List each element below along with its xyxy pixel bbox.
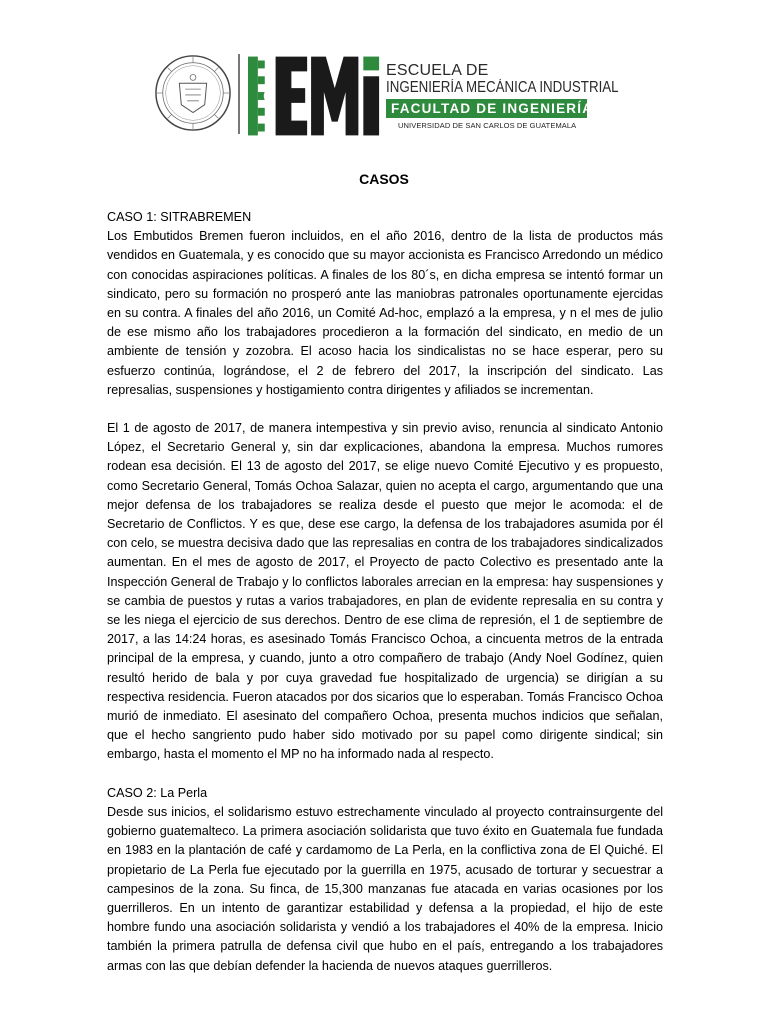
case2-heading: CASO 2: La Perla (107, 785, 208, 800)
university-name: UNIVERSIDAD DE SAN CARLOS DE GUATEMALA (398, 121, 577, 130)
case1-paragraph2: El 1 de agosto de 2017, de manera intempestiva y sin previo aviso, renuncia al sindicato Antonio López, el Secretario General y, sin dar explicaciones, abandona la empresa. Muchos rumores rodean esa decisión. El 13 de agosto del 2017, se elige nuevo Comité Ejecutivo y es propuesto, como Secretario General, Tomás Ochoa Salazar, quien no acepta el cargo, argumentando que una mejor defensa de los trabajadores se realiza desde el puesto que mejor le acomoda: el de Secretario de Conflictos. Y es que, dese ese cargo, la defensa de los trabajadores asumida por él con celo, se muestra decisiva dado que las represalias en contra de los trabajadores sindicalizados aumentan. En el mes de agosto de 2017, el Proyecto de pacto Colectivo es presentado ante la Inspección General de Trabajo y lo conflictos laborales arrecian en la empresa: hay suspensiones y se cambia de puestos y rutas a varios trabajadores, en plan de evidente represalia en su contra y se les niega el ejercicio de sus derechos. Dentro de ese clima de represión, el 1 de septiembre de 2017, a las 14:24 horas, es asesinado Tomás Francisco Ochoa, a cincuenta metros de la entrada principal de la empresa, y cuando, junto a otro compañero de trabajo (Andy Noel Godínez, quien resultó herido de bala y por cuya gravedad fue hospitalizado de urgencia) se dirigían a su respectiva residencia. Fueron atacados por dos sicarios que lo esperaban. Tomás Francisco Ochoa murió de inmediato. El asesinato del compañero Ochoa, presenta muchos indicios que señalan, que el hecho sangriento pudo haber sido motivado por su papel como dirigente sindical; sin embargo, hasta el momento el MP no ha informado nada al respecto. (107, 421, 663, 762)
faculty-band: FACULTAD DE INGENIERÍA (386, 99, 587, 118)
document-body (107, 208, 663, 976)
case2-paragraph1: Desde sus inicios, el solidarismo estuvo estrechamente vinculado al proyecto contrainsurgente del gobierno guatemalteco. La primera asociación solidarista que tuvo éxito en Guatemala fue fundada en 1983 en la plantación de café y cardamomo de La Perla, en la conflictiva zona de El Quiché. El propietario de La Perla fue ejecutado por la guerrilla en 1975, acusado de torturar y secuestrar a campesinos de la zona. Su finca, de 15,300 manzanas fue atacada en varias ocasiones por los guerrilleros. En un intento de garantizar estabilidad y defensa a la propiedad, el hijo de este hombre fundo una asociación solidarista y vendió a los trabajadores el 40% de la empresa. Inicio también la primera patrulla de defensa civil que hubo en el país, entregando a los trabajadores armas con las que debían defender la hacienda de nuevos ataques guerrilleros. (107, 804, 663, 973)
case1-heading: CASO 1: SITRABREMEN (107, 210, 252, 224)
university-seal-icon (154, 54, 232, 132)
school-line2: INGENIERÍA MECÁNICA INDUSTRIAL (386, 79, 619, 96)
case1-paragraph1: Los Embutidos Bremen fueron incluidos, en el año 2016, dentro de la lista de productos más vendidos en Guatemala, y es conocido que su mayor accionista es Francisco Arredondo un médico con conocidas aspiraciones políticas. A finales de los 80´s, en dicha empresa se intentó formar un sindicato, pero su formación no prosperó ante las maniobras patronales oportunamente ejercidas en su contra. A finales del año 2016, un Comité Ad-hoc, emplazó a la empresa, y n el mes de julio de ese mismo año los trabajadores procedieron a la formación del sindicato, en medio de un ambiente de tensión y zozobra. El acoso hacia los sindicalistas no se hace esperar, pero su esfuerzo continúa, lográndose, el 2 de febrero del 2017, la inscripción del sindicato. Las represalias, suspensiones y hostigamiento contra dirigentes y afiliados se incrementan. (107, 229, 663, 397)
document-header (150, 50, 620, 140)
header-divider (238, 54, 240, 134)
page-title: CASOS (359, 171, 409, 187)
paragraph-spacer (107, 400, 663, 419)
school-name-block (386, 62, 621, 130)
emi-gear-logo-icon (248, 56, 386, 136)
school-line1: ESCUELA DE (386, 62, 489, 79)
paragraph-spacer (107, 765, 663, 784)
